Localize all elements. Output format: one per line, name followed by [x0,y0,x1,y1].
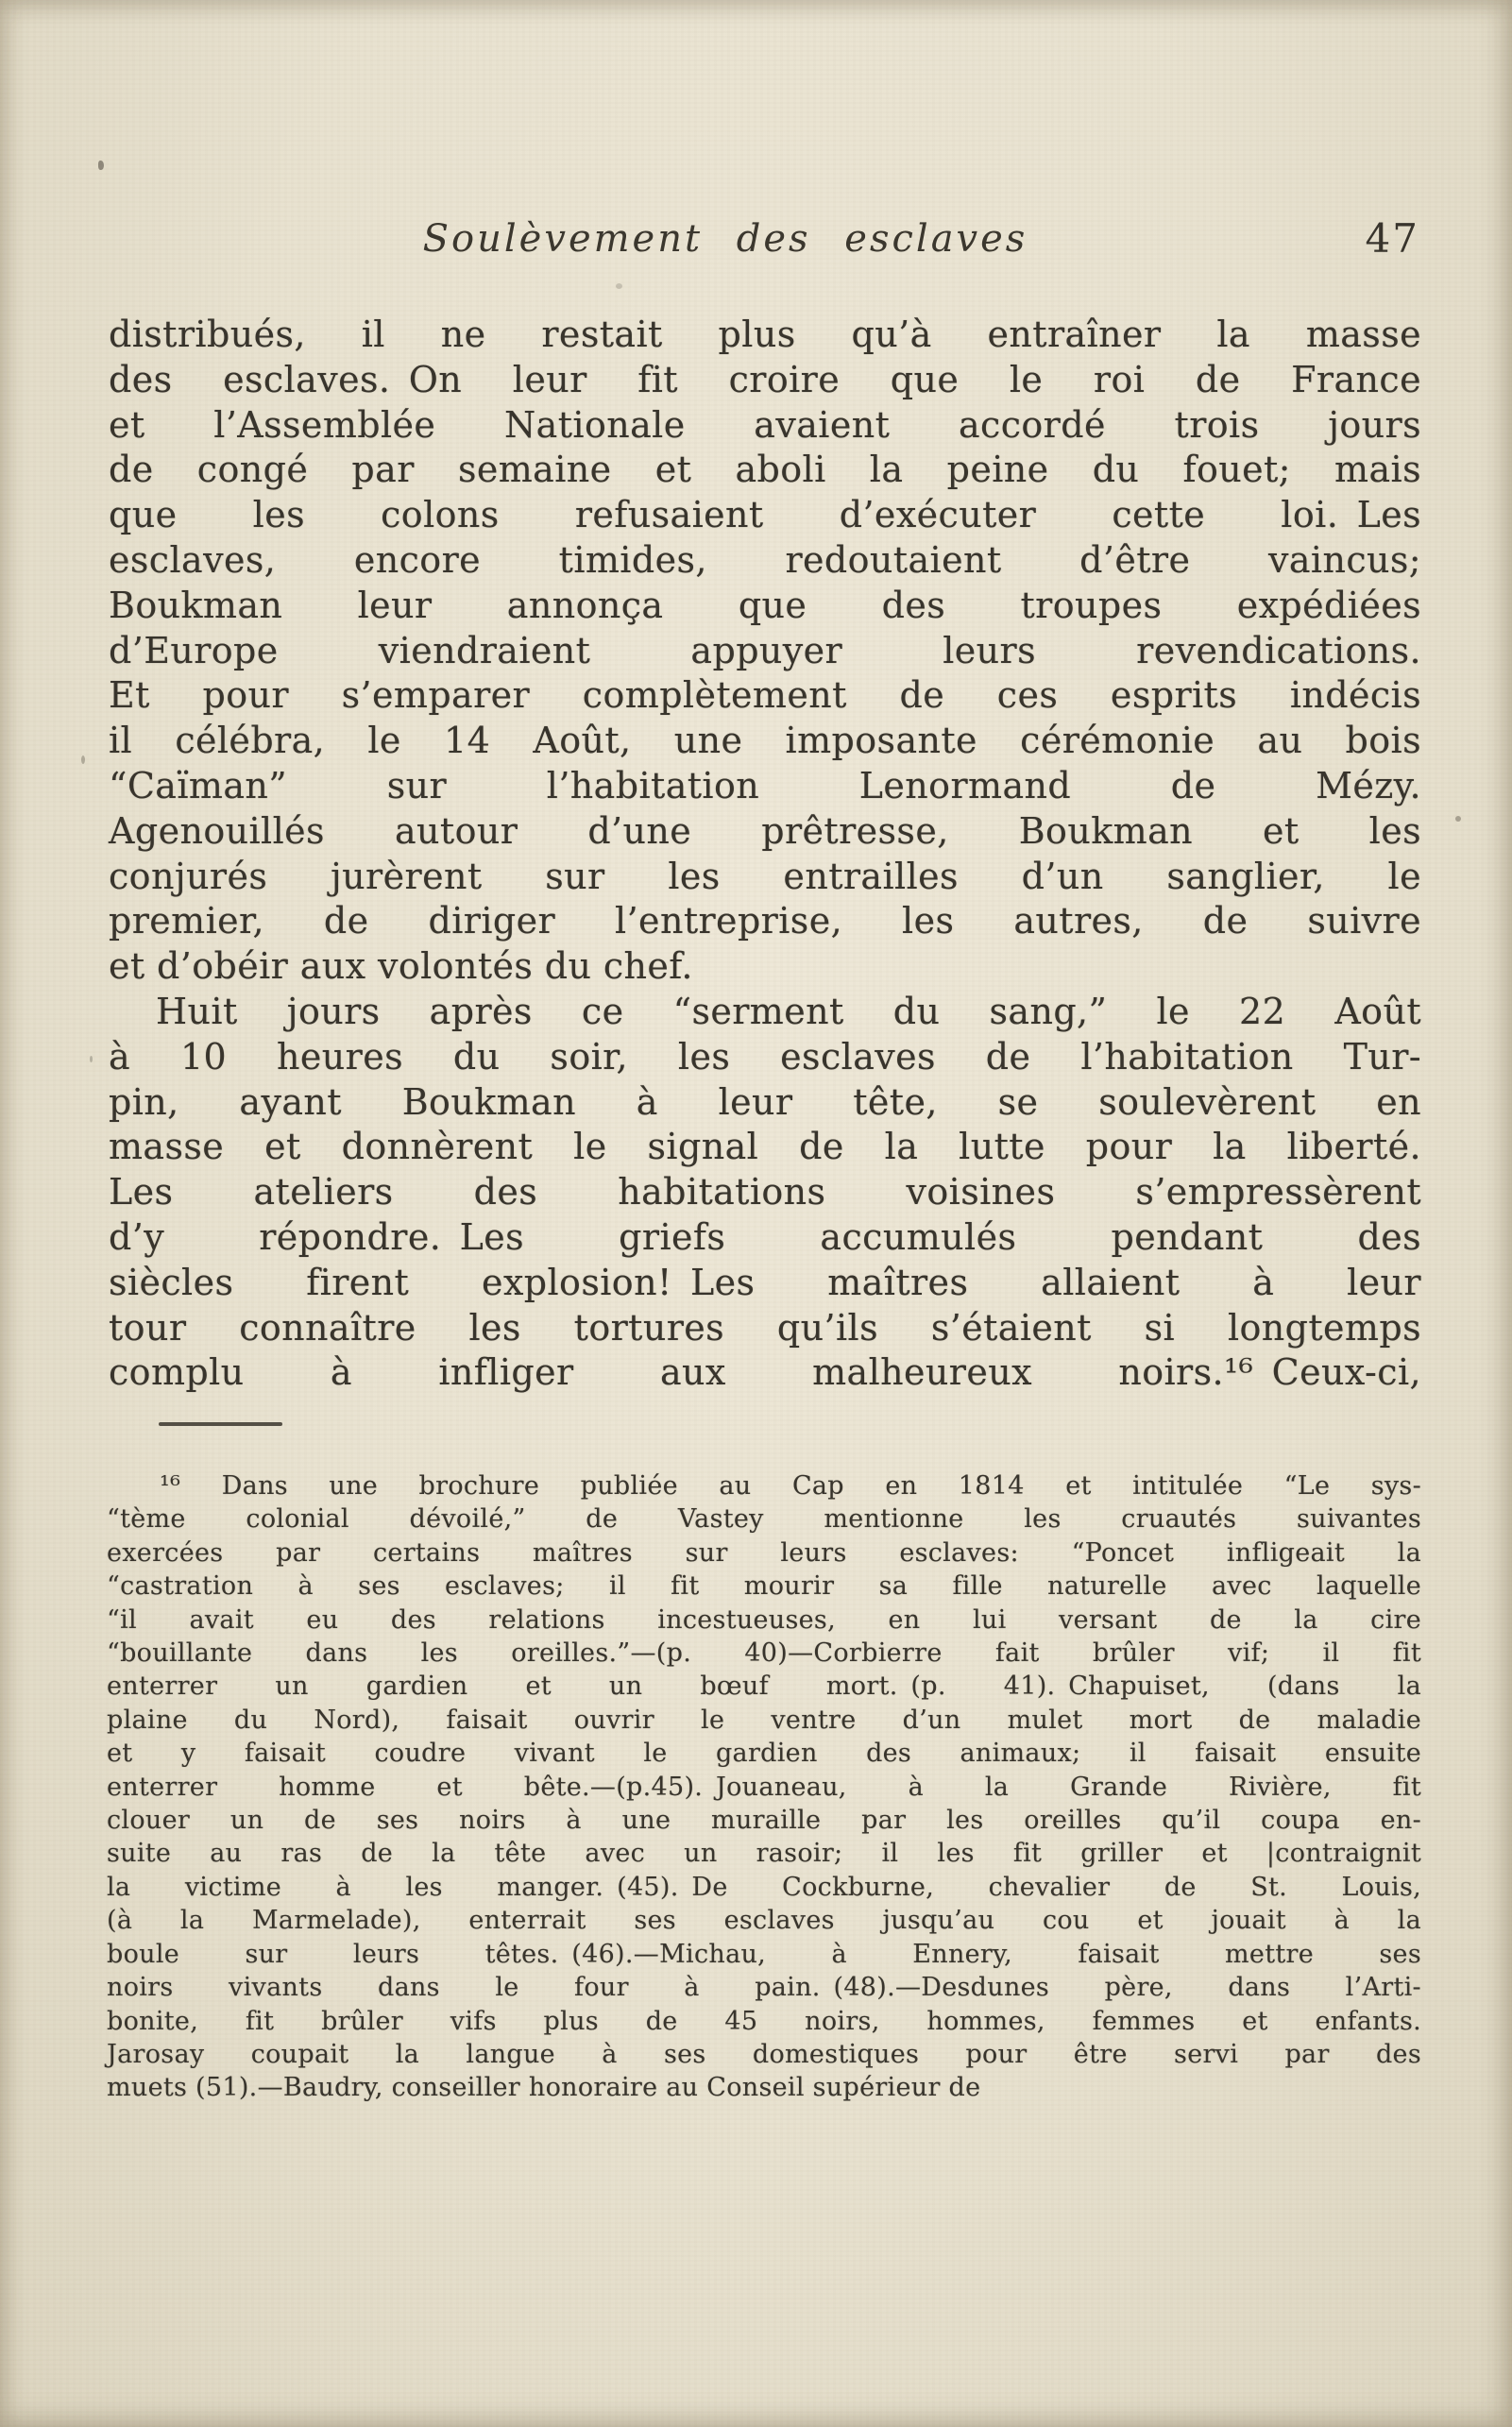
text-line: complu à infliger aux malheureux noirs.¹⁶ Ceux-ci, [109,1351,1421,1394]
text-line: esclaves, encore timides, redoutaient d’être vaincus; [109,538,1421,581]
footnote-line: enterrer un gardien et un bœuf mort. (p. 41). Chapuiset, (dans la [107,1672,1421,1702]
text-line: pin, ayant Boukman à leur tête, se soulevèrent en [109,1080,1421,1123]
text-line: que les colons refusaient d’exécuter cette loi. Les [109,494,1421,536]
scan-speck [616,283,622,289]
text-line: conjurés jurèrent sur les entrailles d’un sanglier, le [109,855,1421,897]
text-line: d’Europe viendraient appuyer leurs revendications. [109,629,1421,671]
footnote-line: “bouillante dans les oreilles.”—(p. 40)—Corbierre fait brûler vif; il fit [107,1638,1421,1669]
scan-speck [98,161,104,170]
text-line: il célébra, le 14 Août, une imposante cérémonie au bois [109,720,1421,762]
scan-speck [81,755,85,764]
scan-speck [90,1056,93,1062]
text-line: de congé par semaine et aboli la peine du fouet; mais [109,449,1421,491]
text-line: Huit jours après ce “serment du sang,” le 22 Août [156,990,1421,1032]
text-line: des esclaves. On leur fit croire que le roi de France [109,358,1421,400]
footnote-line: “il avait eu des relations incestueuses, en lui versant de la cire [107,1604,1421,1635]
footnote-line: Jarosay coupait la langue à ses domestiques pour être servi par des [107,2039,1421,2069]
footnote-line: ¹⁶ Dans une brochure publiée au Cap en 1814 et intitulée “Le sys- [160,1471,1421,1501]
text-line: distribués, il ne restait plus qu’à entraîner la masse [109,314,1421,355]
text-line: et d’obéir aux volontés du chef. [109,945,693,988]
text-line: tour connaître les tortures qu’ils s’étaient si longtemps [109,1306,1421,1349]
footnote-line: et y faisait coudre vivant le gardien des animaux; il faisait ensuite [107,1739,1421,1769]
text-line: à 10 heures du soir, les esclaves de l’habitation Tur- [109,1035,1421,1078]
footnote-line: clouer un de ses noirs à une muraille par les oreilles qu’il coupa en- [107,1806,1421,1836]
text-line: Agenouillés autour d’une prêtresse, Boukman et les [109,809,1421,852]
footnote-line: noirs vivants dans le four à pain. (48).—Desdunes père, dans l’Arti- [107,1973,1421,2003]
main-text-block [109,313,1421,1396]
text-line: Boukman leur annonça que des troupes expédiées [109,584,1421,626]
footnote-line: bonite, fit brûler vifs plus de 45 noirs, hommes, femmes et enfants. [107,2006,1421,2036]
scan-speck [1455,816,1461,822]
running-header [109,217,1421,274]
text-line: masse et donnèrent le signal de la lutte pour la liberté. [109,1126,1421,1168]
footnote-line: “tème colonial dévoilé,” de Vastey mentionne les cruautés suivantes [107,1504,1421,1535]
running-header-title: Soulèvement des esclaves [422,217,1028,261]
page-number: 47 [1365,215,1419,262]
text-line: premier, de diriger l’entreprise, les autres, de suivre [109,900,1421,942]
footnote-block [107,1469,1421,2105]
footnote-line: la victime à les manger. (45). De Cockburne, chevalier de St. Louis, [107,1872,1421,1902]
text-line: Les ateliers des habitations voisines s’empressèrent [109,1171,1421,1214]
footnote-separator [159,1422,282,1426]
footnote-line: plaine du Nord), faisait ouvrir le ventre d’un mulet mort de maladie [107,1705,1421,1735]
text-line: “Caïman” sur l’habitation Lenormand de Mézy. [109,764,1421,806]
footnote-line: enterrer homme et bête.—(p.45). Jouaneau, à la Grande Rivière, fit [107,1772,1421,1802]
text-line: et l’Assemblée Nationale avaient accordé trois jours [109,403,1421,446]
footnote-line: suite au ras de la tête avec un rasoir; il les fit griller et |contraignit [107,1839,1421,1869]
footnote-line: boule sur leurs têtes. (46).—Michau, à Ennery, faisait mettre ses [107,1939,1421,1969]
text-line: siècles firent explosion! Les maîtres allaient à leur [109,1261,1421,1303]
footnote-line: muets (51).—Baudry, conseiller honoraire au Conseil supérieur de [107,2073,981,2103]
text-line: d’y répondre. Les griefs accumulés pendant des [109,1215,1421,1258]
footnote-line: exercées par certains maîtres sur leurs esclaves: “Poncet infligeait la [107,1537,1421,1568]
footnote-line: “castration à ses esclaves; il fit mourir sa fille naturelle avec laquelle [107,1571,1421,1602]
text-line: Et pour s’emparer complètement de ces esprits indécis [109,674,1421,717]
footnote-line: (à la Marmelade), enterrait ses esclaves jusqu’au cou et jouait à la [107,1906,1421,1936]
